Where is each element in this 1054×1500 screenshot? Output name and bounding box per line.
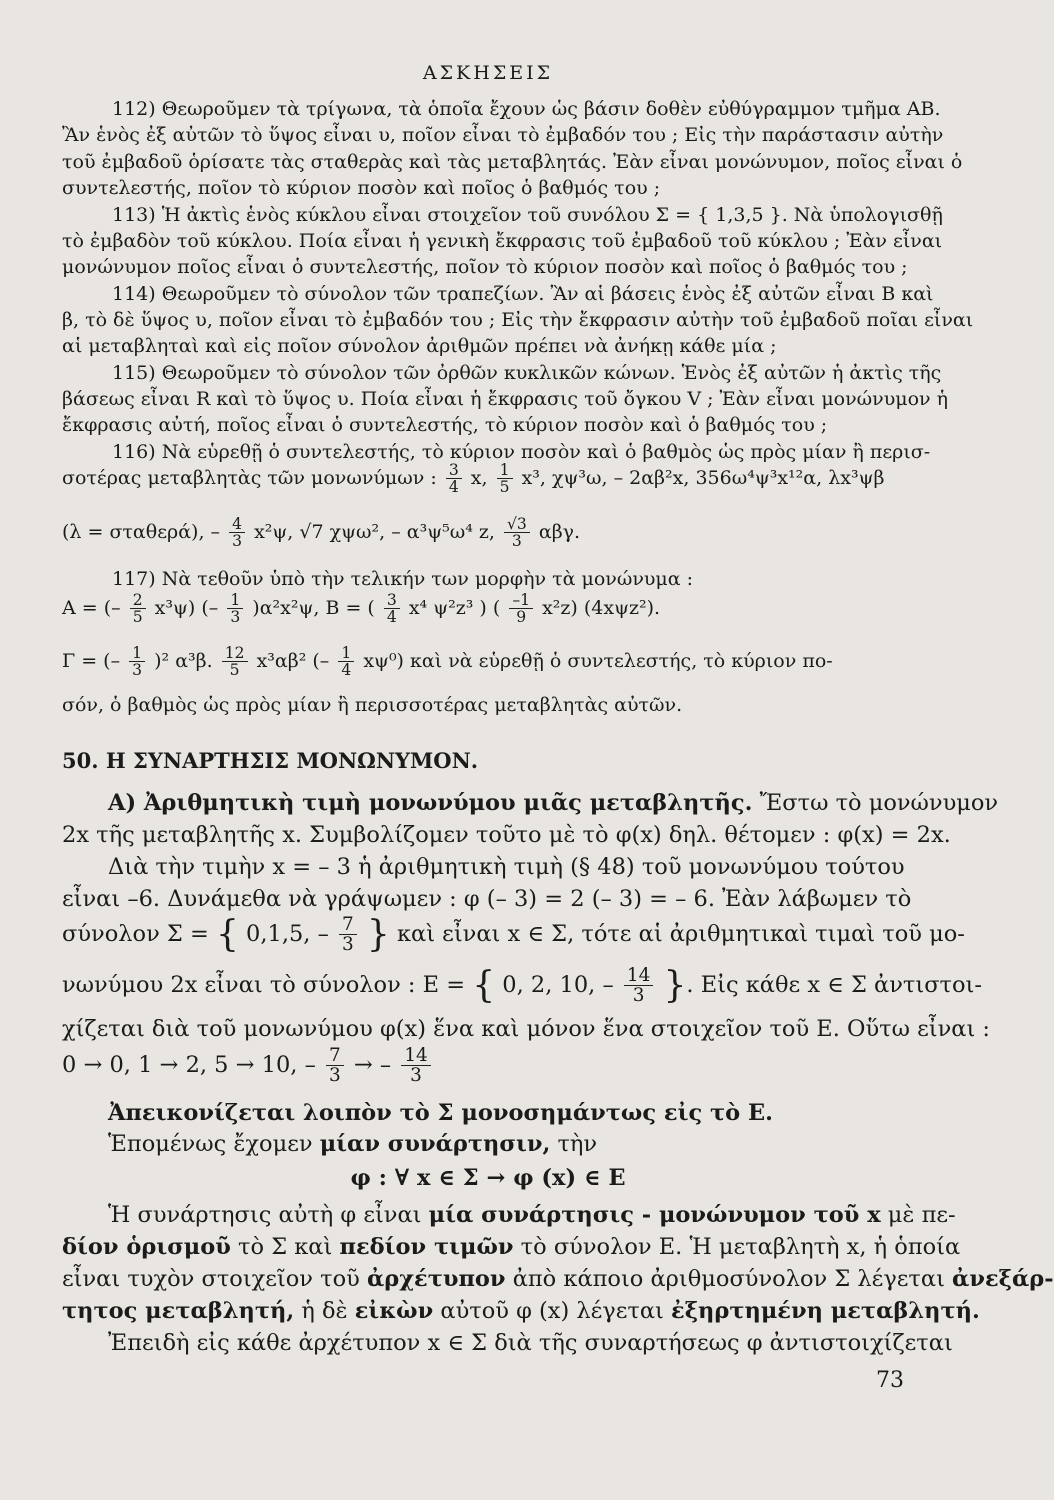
fraction-denominator: 5 xyxy=(132,608,143,627)
fraction-numerator: 14 xyxy=(624,966,653,986)
e117-l3-text-a: Γ = (– xyxy=(62,649,121,672)
fraction-minus1-9 xyxy=(509,592,533,626)
e117-l2-text-d: x⁴ ψ²z³ ) ( xyxy=(408,596,501,619)
running-header: ΑΣΚΗΣΕΙΣ xyxy=(422,62,554,84)
p15-bold-a: τητος μεταβλητή, xyxy=(62,1298,295,1324)
fraction-7-3 xyxy=(339,915,357,955)
paragraph-line-15 xyxy=(0,1298,980,1324)
exercise-115-line-1: 115) Θεωροῦμεν τὸ σύνολον τῶν ὀρθῶν κυκλικῶν κώνων. Ἑνὸς ἐξ αὐτῶν ἡ ἀκτὶς τῆς xyxy=(112,362,942,384)
fraction-numerator: –1 xyxy=(509,592,533,609)
fraction-numerator: 1 xyxy=(227,592,243,609)
fraction-numerator: 3 xyxy=(384,592,400,609)
exercise-117-line-3 xyxy=(0,645,976,679)
p10-text-c: τὴν xyxy=(550,1131,598,1157)
paragraph-line-12 xyxy=(0,1202,976,1228)
fraction-numerator: 3 xyxy=(446,462,462,479)
fraction-denominator: 3 xyxy=(342,934,354,956)
paragraph-line-9: Ἀπεικονίζεται λοιπὸν τὸ Σ μονοσημάντως εἰς τὸ Ε. xyxy=(108,1100,773,1126)
fraction-14-3-b xyxy=(401,1046,430,1086)
fraction-7-3-b xyxy=(326,1046,344,1086)
p8-text-b: → – xyxy=(353,1051,392,1078)
e116-l2-text-c: x³, χψ³ω, – 2αβ²x, 356ω⁴ψ³x¹²α, λx³ψβ xyxy=(521,466,885,489)
subsection-a-rest: Ἔστω τὸ μονώνυμον xyxy=(752,790,999,816)
fraction-numerator: 1 xyxy=(129,645,145,662)
fraction-denominator: 4 xyxy=(386,608,397,627)
p5-text-a: σύνολον Σ = xyxy=(62,920,209,947)
fraction-numerator: √3 xyxy=(504,516,530,533)
fraction-denominator: 5 xyxy=(229,661,240,680)
fraction-numerator: 1 xyxy=(497,462,513,479)
right-brace-icon: } xyxy=(366,913,390,955)
fraction-denominator: 3 xyxy=(132,661,143,680)
right-brace-icon: } xyxy=(663,964,687,1006)
exercise-112-line-4: συντελεστής, ποῖον τὸ κύριον ποσὸν καὶ ποῖος ὁ βαθμός του ; xyxy=(62,177,661,199)
p15-bold-e: ἐξηρτημένη μεταβλητή. xyxy=(671,1298,980,1324)
e117-l3-text-d: xψ⁰) καὶ νὰ εὑρεθῇ ὁ συντελεστής, τὸ κύριον πο- xyxy=(363,649,833,672)
fraction-denominator: 3 xyxy=(230,608,241,627)
p12-text-c: μὲ πε- xyxy=(880,1202,956,1228)
subsection-a-heading xyxy=(0,790,999,816)
exercise-117-line-1: 117) Νὰ τεθοῦν ὑπὸ τὴν τελικήν των μορφὴν τὰ μονώνυμα : xyxy=(112,568,694,590)
fraction-1-3 xyxy=(227,592,243,626)
fraction-1-3-b xyxy=(129,645,145,679)
p13-text-b: τὸ Σ καὶ xyxy=(230,1234,340,1260)
fraction-numerator: 1 xyxy=(338,645,354,662)
e117-l3-text-b: )² α³β. xyxy=(154,649,213,672)
exercise-113-line-2: τὸ ἐμβαδὸν τοῦ κύκλου. Ποία εἶναι ἡ γενικὴ ἔκφρασις τοῦ ἐμβαδοῦ τοῦ κύκλου ; Ἐὰν εἶναι xyxy=(62,230,943,252)
exercise-114-line-2: β, τὸ δὲ ὕψος υ, ποῖον εἶναι τὸ ἐμβαδόν του ; Εἰς τὴν ἔκφρασιν αὐτὴν τοῦ ἐμβαδοῦ ποῖαι εἶναι xyxy=(62,309,974,331)
fraction-numerator: 7 xyxy=(326,1046,344,1066)
paragraph-line-5 xyxy=(0,915,976,955)
fraction-denominator: 3 xyxy=(511,532,522,551)
function-definition: φ : ∀ x ∈ Σ → φ (x) ∈ Ε xyxy=(350,1165,626,1191)
paragraph-line-16: Ἐπειδὴ εἰς κάθε ἀρχέτυπον x ∈ Σ διὰ τῆς συναρτήσεως φ ἀντιστοιχίζεται xyxy=(108,1330,953,1356)
paragraph-line-3: Διὰ τὴν τιμὴν x = – 3 ἡ ἀριθμητικὴ τιμὴ (§ 48) τοῦ μονωνύμου τούτου xyxy=(108,854,905,880)
exercise-114-line-3: αἱ μεταβληταὶ καὶ εἰς ποῖον σύνολον ἀριθμῶν πρέπει νὰ ἀνήκῃ κάθε μία ; xyxy=(62,335,777,357)
section-title: 50. Η ΣΥΝΑΡΤΗΣΙΣ ΜΟΝΩΝΥΜΟΝ. xyxy=(62,748,479,773)
exercise-115-line-3: ἔκφρασις αὐτή, ποῖος εἶναι ὁ συντελεστής, τὸ κύριον ποσὸν καὶ ὁ βαθμός του ; xyxy=(62,414,828,436)
e116-l2-text-b: x, xyxy=(470,466,488,489)
p14-text-c: ἀπὸ κάποιο ἀριθμοσύνολον Σ λέγεται xyxy=(505,1266,953,1292)
p13-bold-c: πεδίον τιμῶν xyxy=(339,1234,514,1260)
paragraph-line-7: χίζεται διὰ τοῦ μονωνύμου φ(x) ἕνα καὶ μόνον ἕνα στοιχεῖον τοῦ Ε. Οὕτω εἶναι : xyxy=(62,1016,991,1042)
e116-l3-text-c: αβγ. xyxy=(538,520,581,543)
fraction-denominator: 4 xyxy=(341,661,352,680)
p14-bold-b: ἀρχέτυπον xyxy=(366,1266,506,1292)
p6-text-b: 0, 2, 10, – xyxy=(502,971,614,998)
exercise-116-line-1: 116) Νὰ εὑρεθῇ ὁ συντελεστής, τὸ κύριον ποσὸν καὶ ὁ βαθμὸς ὡς πρὸς μίαν ἢ περισ- xyxy=(112,441,931,463)
p15-text-b: ἡ δὲ xyxy=(294,1298,355,1324)
fraction-denominator: 3 xyxy=(329,1065,341,1087)
fraction-numerator: 12 xyxy=(222,645,248,662)
fraction-denominator: 3 xyxy=(632,985,645,1007)
e116-l2-text-a: σοτέρας μεταβλητὰς τῶν μονωνύμων : xyxy=(62,466,437,489)
fraction-numerator: 7 xyxy=(339,915,357,935)
exercise-117-line-4: σόν, ὁ βαθμὸς ὡς πρὸς μίαν ἢ περισσοτέρας μεταβλητὰς αὐτῶν. xyxy=(62,694,683,716)
e117-l2-text-c: )α²x²ψ, B = ( xyxy=(252,596,375,619)
paragraph-line-13 xyxy=(0,1234,976,1260)
p14-text-a: εἶναι τυχὸν στοιχεῖον τοῦ xyxy=(62,1266,367,1292)
p12-bold: μία συνάρτησις - μονώνυμον τοῦ x xyxy=(428,1202,881,1228)
fraction-12-5 xyxy=(222,645,248,679)
left-brace-icon: { xyxy=(472,964,496,1006)
e116-l3-text-a: (λ = σταθερά), – xyxy=(62,520,221,543)
fraction-3-4-b xyxy=(384,592,400,626)
exercise-113-line-1: 113) Ἡ ἀκτὶς ἑνὸς κύκλου εἶναι στοιχεῖον τοῦ συνόλου Σ = { 1,3,5 }. Νὰ ὑπολογισθῇ xyxy=(112,204,943,226)
fraction-2-5 xyxy=(130,592,146,626)
fraction-numerator: 4 xyxy=(229,516,245,533)
exercise-116-line-3 xyxy=(0,516,976,550)
fraction-denominator: 4 xyxy=(448,478,459,497)
paragraph-line-14 xyxy=(0,1266,1054,1292)
paragraph-line-4: εἶναι –6. Δυνάμεθα νὰ γράψωμεν : φ (– 3) = 2 (– 3) = – 6. Ἐὰν λάβωμεν τὸ xyxy=(62,886,912,912)
fraction-denominator: 3 xyxy=(232,532,243,551)
fraction-numerator: 14 xyxy=(401,1046,430,1066)
exercise-116-line-2 xyxy=(0,462,976,496)
e116-l3-text-b: x²ψ, √7 χψω², – α³ψ⁵ω⁴ z, xyxy=(254,520,495,543)
paragraph-line-6 xyxy=(0,964,982,1007)
p12-text-a: Ἡ συνάρτησις αὐτὴ φ εἶναι xyxy=(108,1202,429,1228)
p6-text-a: νωνύμου 2x εἶναι τὸ σύνολον : Ε = xyxy=(62,971,466,998)
e117-l2-text-a: A = (– xyxy=(62,596,121,619)
p10-text-a: Ἑπομένως ἔχομεν xyxy=(108,1131,320,1157)
p10-bold: μίαν συνάρτησιν, xyxy=(319,1131,551,1157)
fraction-1-5 xyxy=(497,462,513,496)
p5-text-b: 0,1,5, – xyxy=(246,920,329,947)
fraction-1-4 xyxy=(338,645,354,679)
exercise-112-line-2: Ἂν ἑνὸς ἐξ αὐτῶν τὸ ὕψος εἶναι υ, ποῖον εἶναι τὸ ἐμβαδόν του ; Εἰς τὴν παράστασιν αὐτὴν xyxy=(62,124,944,146)
fraction-denominator: 9 xyxy=(516,608,527,627)
exercise-112-line-1: 112) Θεωροῦμεν τὰ τρίγωνα, τὰ ὁποῖα ἔχουν ὡς βάσιν δοθὲν εὐθύγραμμον τμῆμα ΑΒ. xyxy=(112,98,941,120)
fraction-numerator: 2 xyxy=(130,592,146,609)
exercise-115-line-2: βάσεως εἶναι R καὶ τὸ ὕψος υ. Ποία εἶναι ἡ ἔκφρασις τοῦ ὄγκου V ; Ἐὰν εἶναι μονώνυμον ἡ xyxy=(62,388,949,410)
fraction-14-3 xyxy=(624,966,653,1006)
fraction-denominator: 5 xyxy=(499,478,510,497)
p13-text-d: τὸ σύνολον Ε. Ἡ μεταβλητὴ x, ἡ ὁποία xyxy=(513,1234,961,1260)
p8-text-a: 0 → 0, 1 → 2, 5 → 10, – xyxy=(62,1051,316,1078)
paragraph-line-8 xyxy=(0,1046,976,1086)
paragraph-line-2: 2x τῆς μεταβλητῆς x. Συμβολίζομεν τοῦτο μὲ τὸ φ(x) δηλ. θέτομεν : φ(x) = 2x. xyxy=(62,822,951,848)
exercise-117-line-2 xyxy=(0,592,976,626)
exercise-113-line-3: μονώνυμον ποῖος εἶναι ὁ συντελεστής, ποῖον τὸ κύριον ποσὸν καὶ ποῖος ὁ βαθμός του ; xyxy=(62,256,908,278)
e117-l3-text-c: x³αβ² (– xyxy=(256,649,330,672)
page-number: 73 xyxy=(876,1368,904,1393)
fraction-denominator: 3 xyxy=(410,1065,422,1087)
p15-bold-c: εἰκὼν xyxy=(354,1298,434,1324)
fraction-sqrt3-3 xyxy=(504,516,530,550)
paragraph-line-10 xyxy=(0,1131,976,1157)
p13-bold-a: δίον ὁρισμοῦ xyxy=(62,1234,231,1260)
left-brace-icon: { xyxy=(215,913,239,955)
p14-bold-d: ἀνεξάρ- xyxy=(952,1266,1054,1292)
e117-l2-text-e: x²z) (4xψz²). xyxy=(542,596,661,619)
p6-text-c: . Εἰς κάθε x ∈ Σ ἀντιστοι- xyxy=(686,971,982,998)
exercise-112-line-3: τοῦ ἐμβαδοῦ ὁρίσατε τὰς σταθερὰς καὶ τὰς μεταβλητάς. Ἐὰν εἶναι μονώνυμον, ποῖος εἶναι ὁ xyxy=(62,151,963,173)
subsection-a-title: Α) Ἀριθμητικὴ τιμὴ μονωνύμου μιᾶς μεταβλητῆς. xyxy=(108,790,753,816)
fraction-4-3 xyxy=(229,516,245,550)
p5-text-c: καὶ εἶναι x ∈ Σ, τότε αἱ ἀριθμητικαὶ τιμαὶ τοῦ μο- xyxy=(396,920,965,947)
p15-text-d: αὐτοῦ φ (x) λέγεται xyxy=(433,1298,672,1324)
e117-l2-text-b: x³ψ) (– xyxy=(154,596,219,619)
fraction-3-4 xyxy=(446,462,462,496)
exercise-114-line-1: 114) Θεωροῦμεν τὸ σύνολον τῶν τραπεζίων. Ἂν αἱ βάσεις ἑνὸς ἐξ αὐτῶν εἶναι Β καὶ xyxy=(112,283,934,305)
